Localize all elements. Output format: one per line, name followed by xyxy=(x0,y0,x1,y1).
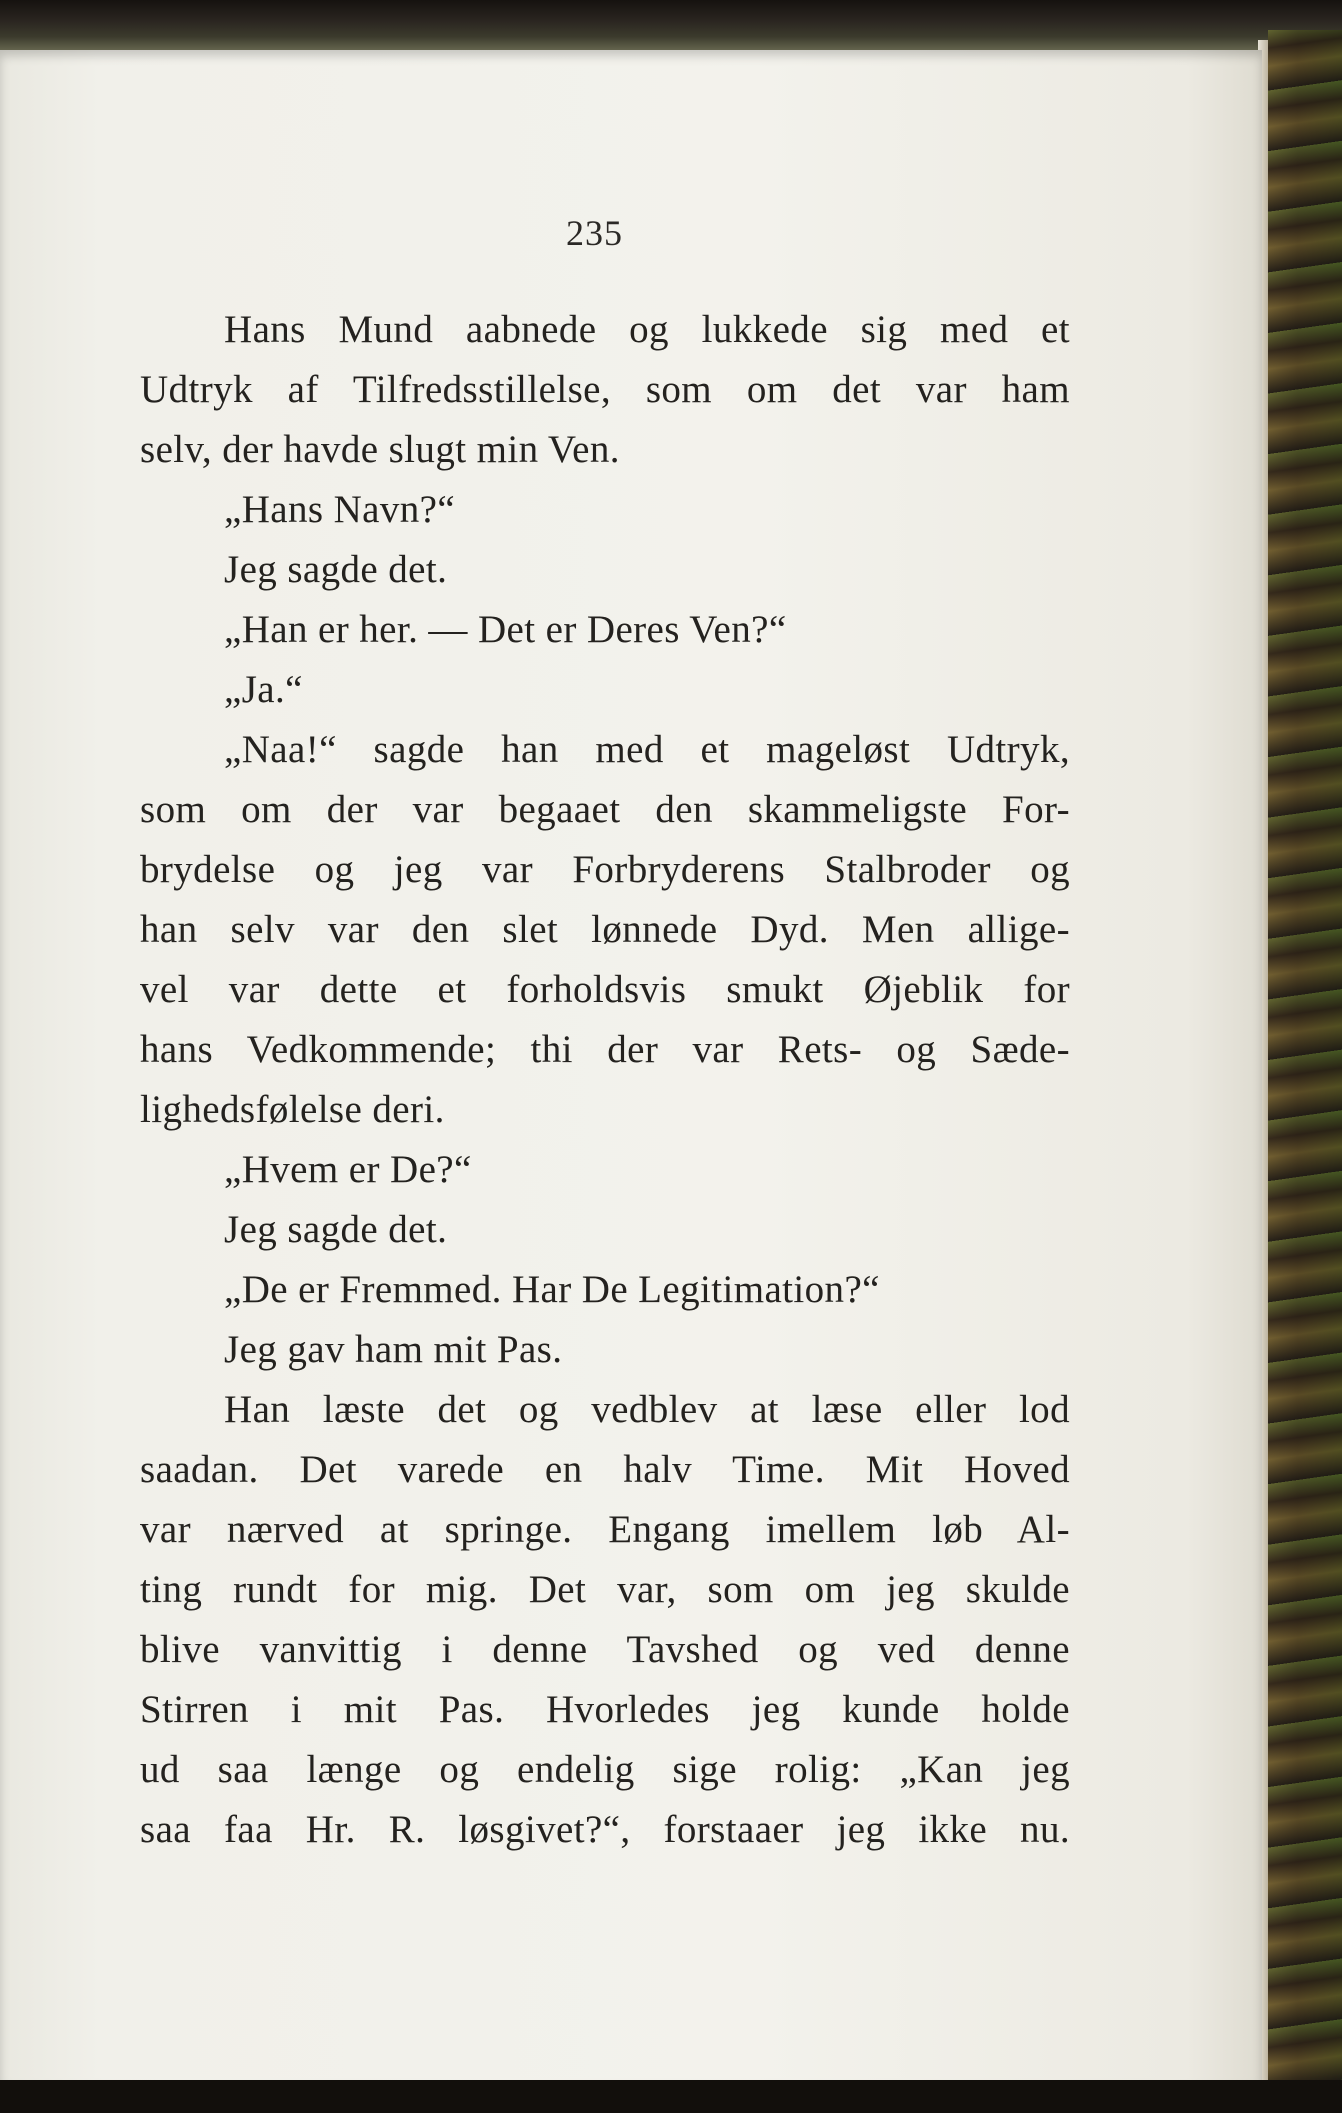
text-line: Han læste det og vedblev at læse eller lod xyxy=(224,1388,1070,1431)
text-line: „De er Fremmed. Har De Legitimation?“ xyxy=(224,1268,880,1311)
text-line: lighedsfølelse deri. xyxy=(140,1088,445,1131)
text-line: „Hans Navn?“ xyxy=(224,488,456,531)
text-line: hans Vedkommende; thi der var Rets- og Sæde- xyxy=(140,1028,1070,1071)
page-number: 235 xyxy=(566,213,623,253)
text-line: „Ja.“ xyxy=(224,668,303,711)
text-line: saadan. Det varede en halv Time. Mit Hoved xyxy=(140,1448,1070,1491)
text-line: vel var dette et forholdsvis smukt Øjeblik for xyxy=(140,968,1070,1011)
text-line: Jeg sagde det. xyxy=(224,1208,448,1251)
text-line: ting rundt for mig. Det var, som om jeg skulde xyxy=(140,1568,1070,1611)
text-line: blive vanvittig i denne Tavshed og ved denne xyxy=(140,1628,1070,1671)
text-line: Stirren i mit Pas. Hvorledes jeg kunde holde xyxy=(140,1688,1070,1731)
text-line: Hans Mund aabnede og lukkede sig med et xyxy=(224,308,1070,351)
text-line: brydelse og jeg var Forbryderens Stalbroder og xyxy=(140,848,1070,891)
text-line: Jeg sagde det. xyxy=(224,548,448,591)
text-line: selv, der havde slugt min Ven. xyxy=(140,428,620,471)
text-line: „Hvem er De?“ xyxy=(224,1148,472,1191)
text-line: Jeg gav ham mit Pas. xyxy=(224,1328,563,1371)
text-line: „Han er her. — Det er Deres Ven?“ xyxy=(224,608,787,651)
text-line: var nærved at springe. Engang imellem løb Al- xyxy=(140,1508,1070,1551)
book-spine xyxy=(1268,30,1342,2090)
text-line: „Naa!“ sagde han med et mageløst Udtryk, xyxy=(224,728,1070,771)
text-line: Udtryk af Tilfredsstillelse, som om det var ham xyxy=(140,368,1070,411)
text-line: saa faa Hr. R. løsgivet?“, forstaaer jeg ikke nu. xyxy=(140,1808,1070,1851)
text-line: som om der var begaaet den skammeligste For- xyxy=(140,788,1070,831)
top-book-edge xyxy=(0,0,1342,52)
text-line: ud saa længe og endelig sige rolig: „Kan jeg xyxy=(140,1748,1070,1791)
bottom-book-edge xyxy=(0,2080,1342,2113)
text-line: han selv var den slet lønnede Dyd. Men allige- xyxy=(140,908,1070,951)
